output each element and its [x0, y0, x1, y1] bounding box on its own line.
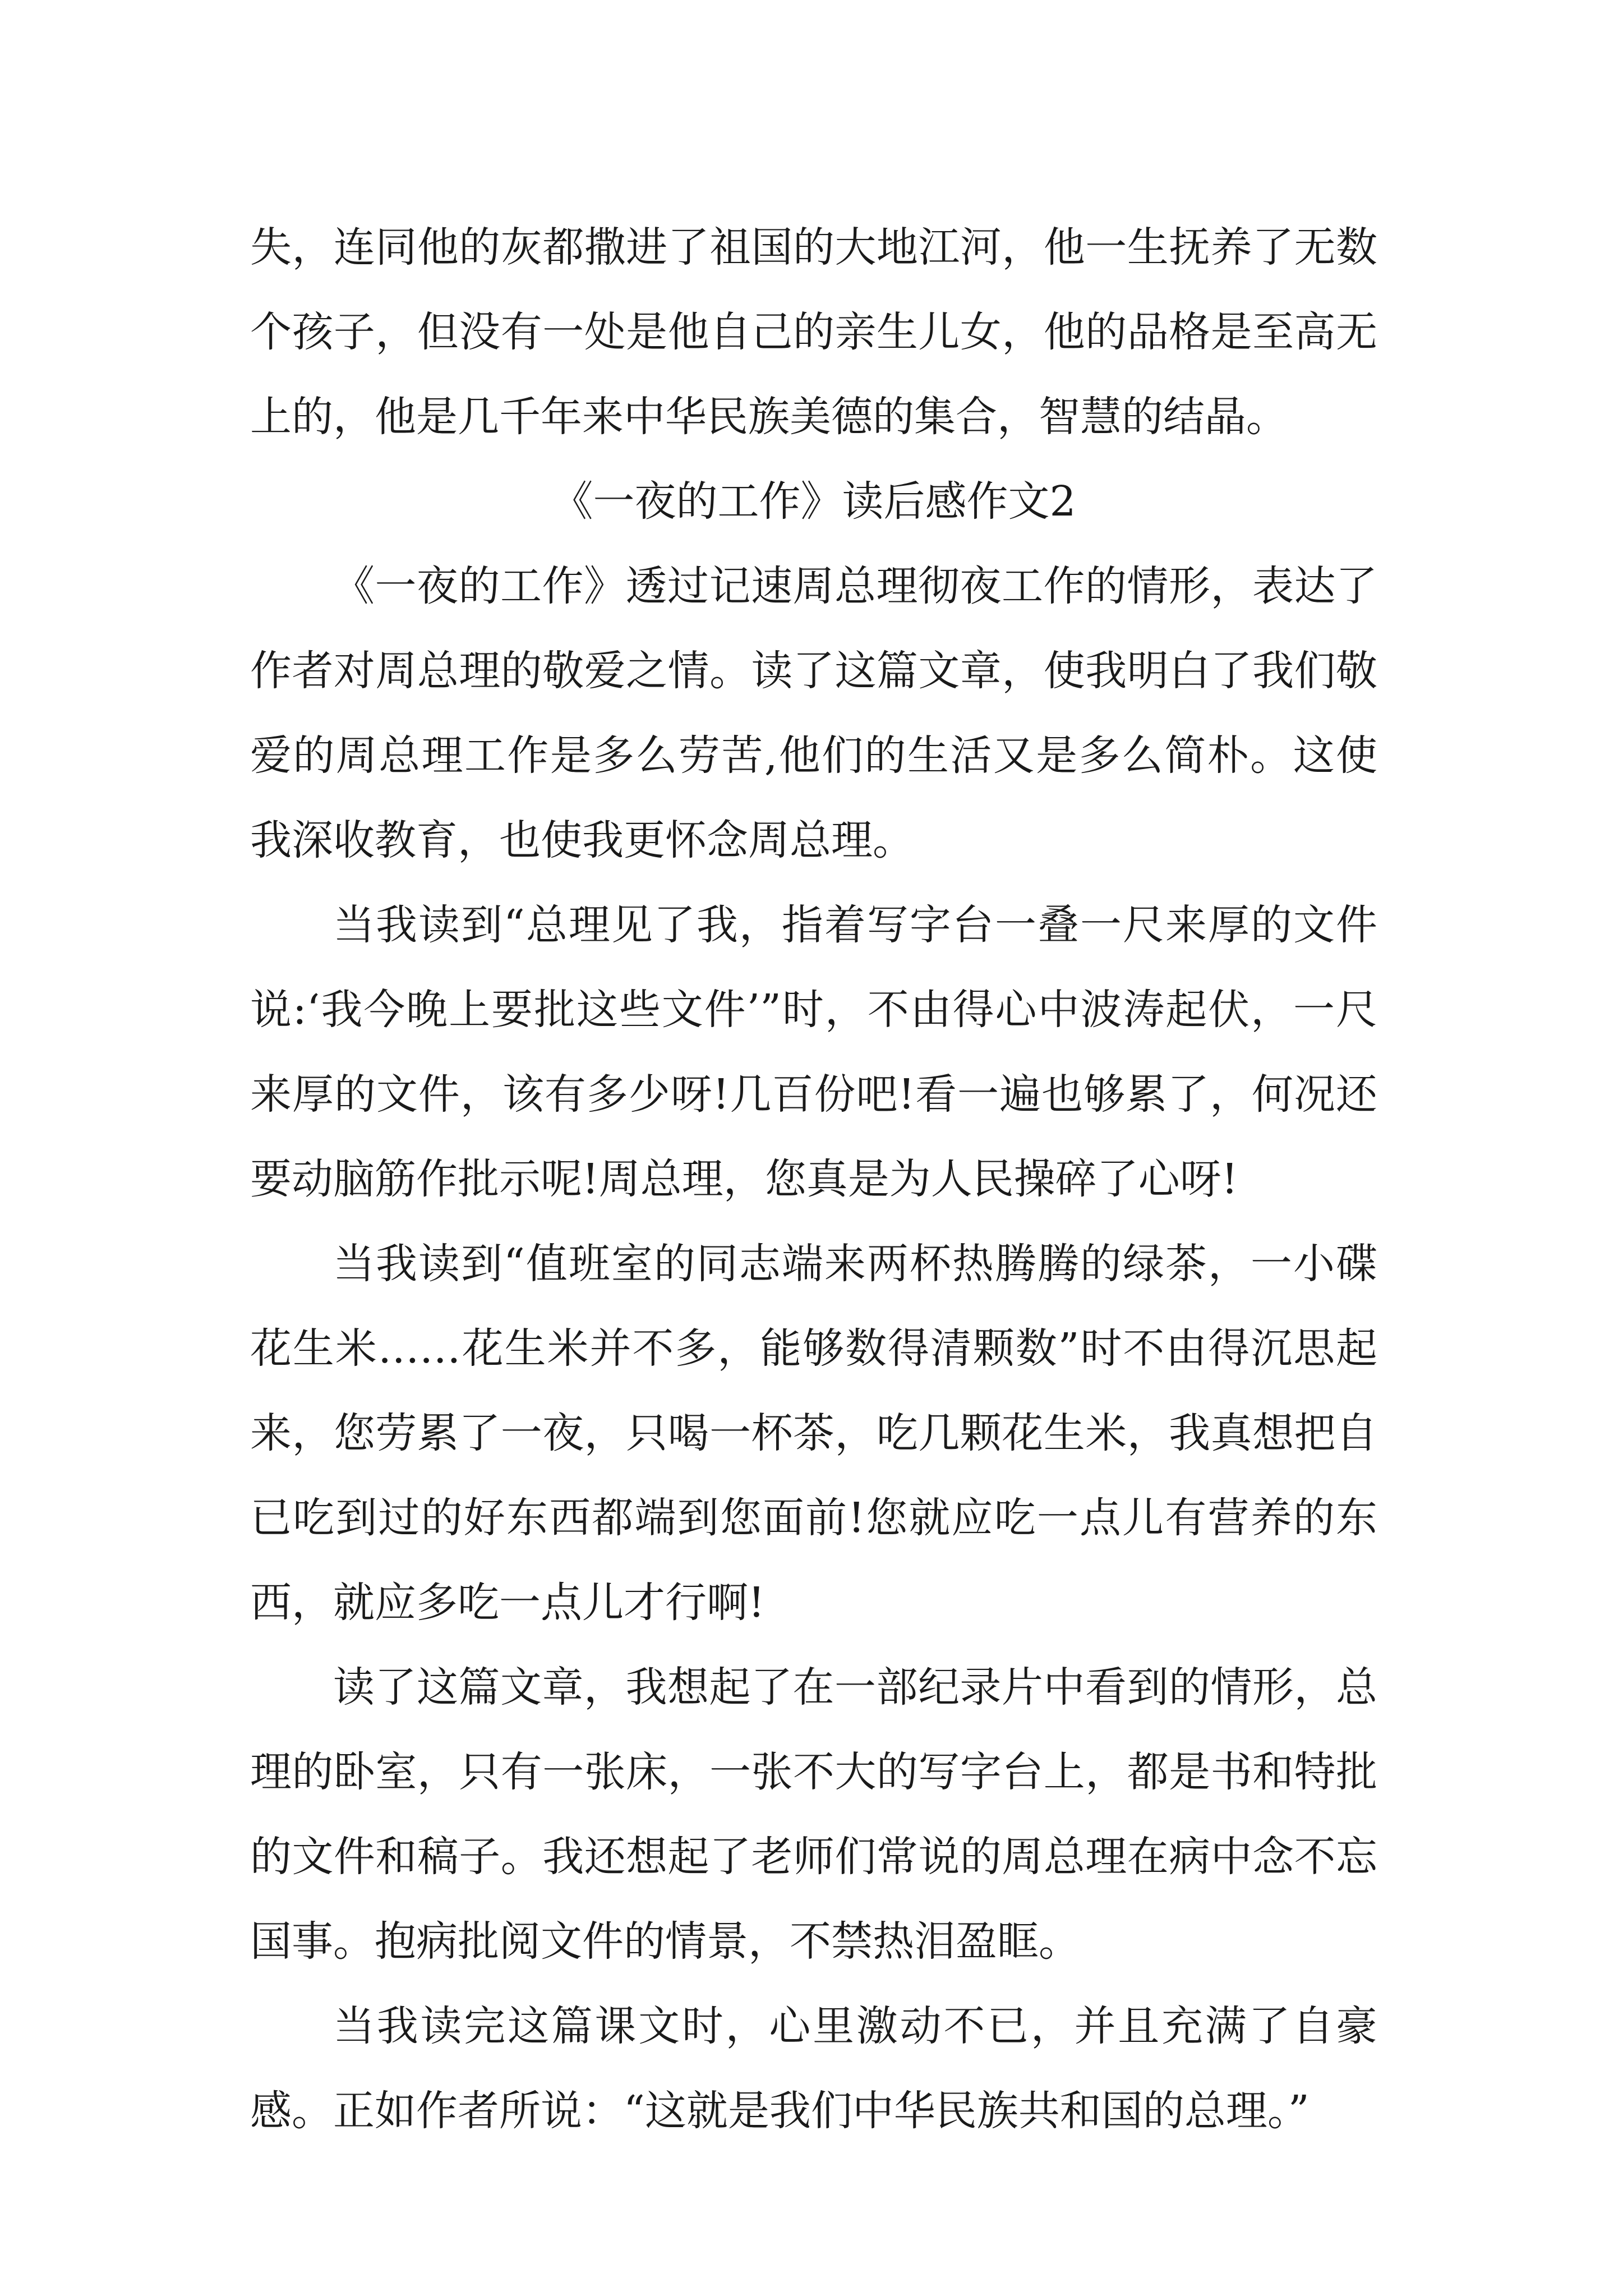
essay-title: 《一夜的工作》读后感作文2: [551, 477, 1076, 526]
paragraph-3: 当我读到“值班室的同志端来两杯热腾腾的绿茶，一小碟花生米……花生米并不多，能够数得清颗数”时不由得沉思起来，您劳累了一夜，只喝一杯茶，吃几颗花生米，我真想把自已吃到过的好东西都端到您面前!您就应吃一点儿有营养的东西，就应多吃一点儿才行啊!: [250, 1240, 1377, 1627]
paragraph-4: 读了这篇文章，我想起了在一部纪录片中看到的情形，总理的卧室，只有一张床，一张不大的写字台上，都是书和特批的文件和稿子。我还想起了老师们常说的周总理在病中念不忘国事。抱病批阅文件的情景，不禁热泪盈眶。: [250, 1663, 1377, 1966]
continued-paragraph: 失，连同他的灰都撒进了祖国的大地江河，他一生抚养了无数个孩子，但没有一处是他自己的亲生儿女，他的品格是至高无上的，他是几千年来中华民族美德的集合，智慧的结晶。: [250, 223, 1377, 441]
paragraph-5: 当我读完这篇课文时，心里激动不已，并且充满了自豪感。正如作者所说：“这就是我们中华民族共和国的总理。”: [250, 2002, 1377, 2135]
document-page: [250, 205, 1377, 2154]
paragraph-1: 《一夜的工作》透过记速周总理彻夜工作的情形，表达了作者对周总理的敬爱之情。读了这篇文章，使我明白了我们敬爱的周总理工作是多么劳苦,他们的生活又是多么简朴。这使我深收教育，也使我更怀念周总理。: [250, 562, 1377, 864]
paragraph-2: 当我读到“总理见了我，指着写字台一叠一尺来厚的文件说:‘我今晚上要批这些文件’”时，不由得心中波涛起伏，一尺来厚的文件，该有多少呀!几百份吧!看一遍也够累了，何况还要动脑筋作批示呢!周总理，您真是为人民操碎了心呀!: [250, 901, 1377, 1203]
